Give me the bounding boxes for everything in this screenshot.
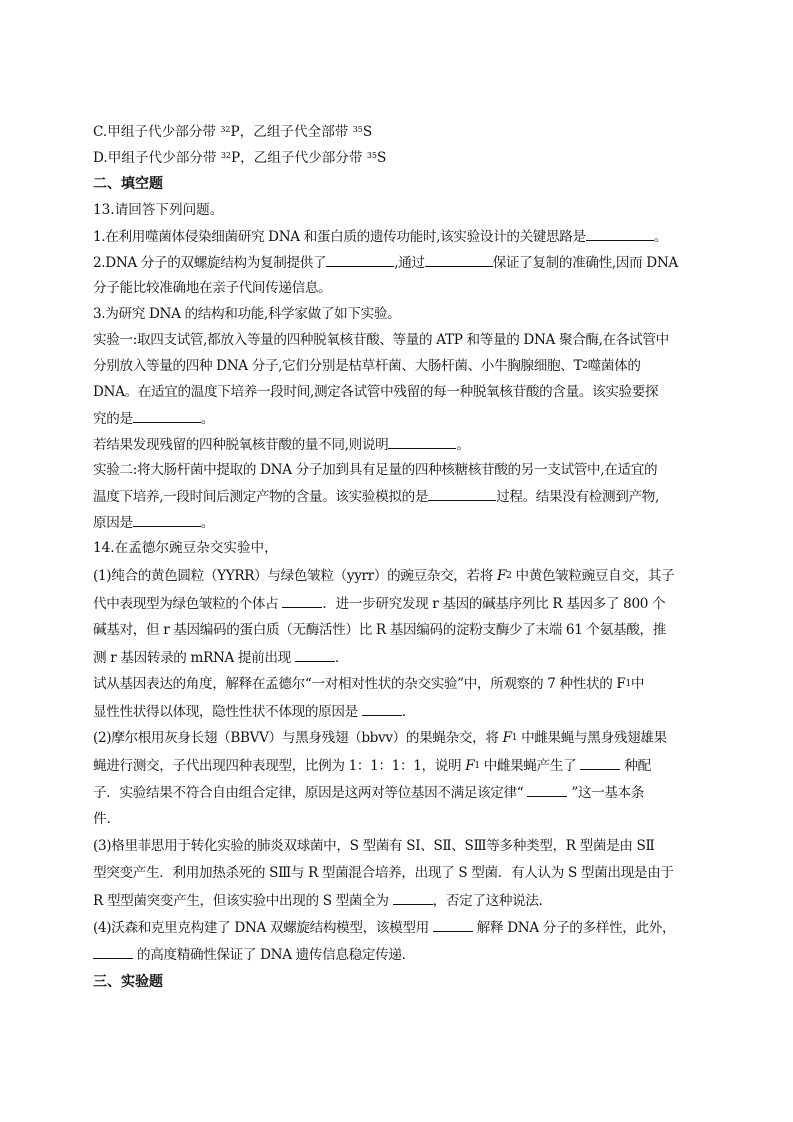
- answer-blank[interactable]: [326, 252, 394, 267]
- q14-part2-line3: [93, 782, 644, 803]
- q14-part4-line1: [93, 917, 675, 938]
- experiment-1-text: 噬菌体的: [587, 358, 641, 374]
- generation-symbol: F: [465, 758, 475, 774]
- subscript: 1: [511, 733, 518, 743]
- experiment-1-line4: [93, 408, 214, 429]
- generation-symbol: F: [497, 568, 507, 584]
- experiment-1-line1: 实验一:取四支试管,都放入等量的四种脱氧核苷酸、等量的 ATP 和等量的 DNA 聚合酶,在各试管中: [93, 332, 669, 348]
- q14-text: ．进一步研究发现 r 基因的碱基序列比 R 基因多了 800 个: [322, 596, 666, 612]
- q14-part1-line3: 碱基对，但 r 基因编码的蛋白质（无酶活性）比 R 基因编码的淀粉支酶少了末端 61 个氨基酸，推: [93, 622, 666, 638]
- question-13-title: 13.请回答下列问题。: [93, 202, 224, 218]
- question-14-title: 14.在孟德尔豌豆杂交实验中，: [93, 540, 278, 556]
- option-c-text: S: [362, 124, 373, 140]
- option-d: [93, 148, 386, 168]
- q13-part3: 3.为研究 DNA 的结构和功能,科学家做了如下实验。: [93, 306, 401, 322]
- answer-blank[interactable]: [133, 512, 201, 527]
- experiment-1-text: 究的是: [93, 411, 133, 427]
- superscript: 35: [366, 151, 377, 160]
- experiment-2-line3: [93, 512, 214, 533]
- q13-part2: [93, 252, 678, 273]
- q14-text: 种配: [620, 758, 651, 774]
- answer-blank[interactable]: [580, 755, 620, 770]
- q14-text: 的高度精确性保证了 DNA 遗传信息稳定传递．: [133, 947, 415, 963]
- answer-blank[interactable]: [362, 701, 402, 716]
- q14-text: (2)摩尔根用灰身长翅（BBVV）与黑身残翅（bbvv）的果蝇杂交，将: [93, 730, 503, 746]
- experiment-1-text: 分别放入等量的四种 DNA 分子,它们分别是枯草杆菌、大肠杆菌、小牛胸腺细胞、T: [93, 358, 583, 374]
- q13-part1: [93, 226, 667, 247]
- q14-text: 蝇进行测交，子代出现四种表现型，比例为 1：1：1：1，说明: [93, 758, 466, 774]
- q14-text: 代中表现型为绿色皱粒的个体占: [93, 596, 283, 612]
- q14-text: 试从基因表达的角度，解释在孟德尔“一对相对性状的杂交实验”中，所观察的 7 种性状的 F: [93, 676, 626, 692]
- subscript: 1: [474, 761, 480, 771]
- answer-blank[interactable]: [527, 782, 567, 797]
- q14-part1-line2: [93, 593, 665, 614]
- q14-text: 中: [630, 676, 645, 692]
- answer-blank[interactable]: [282, 593, 322, 608]
- q14-text: 子．实验结果不符合自由组合定律，原因是这两对等位基因不满足该定律“: [93, 785, 528, 801]
- q13-part2-text: ,通过: [394, 255, 425, 271]
- q14-text: ．: [401, 704, 416, 720]
- answer-blank[interactable]: [428, 486, 496, 501]
- experiment-1-text: 。: [456, 437, 470, 453]
- experiment-2-text: 温度下培养,一段时间后测定产物的含量。该实验模拟的是: [93, 489, 429, 505]
- q14-part1-line4: [93, 647, 348, 668]
- q14-part1-line5: [93, 674, 644, 694]
- q14-text: ”这一基本条: [567, 785, 645, 801]
- subscript: 2: [506, 571, 512, 581]
- q14-part2-line2: [93, 755, 651, 776]
- q14-text: 中雌果蝇与黑身残翅雄果: [517, 730, 667, 746]
- answer-blank[interactable]: [586, 226, 654, 241]
- q14-text: (1)纯合的黄色圆粒（YYRR）与绿色皱粒（yyrr）的豌豆杂交，若将: [93, 568, 497, 584]
- option-c-text: C.甲组子代少部分带: [93, 124, 221, 140]
- q14-part3-line2: 型突变产生．利用加热杀死的 SⅢ与 R 型菌混合培养，出现了 S 型菌．有人认为 S 型菌出现是由于: [93, 865, 674, 881]
- experiment-2-text: 过程。结果没有检测到产物,: [496, 489, 659, 505]
- option-c-text: P，乙组子代全部带: [230, 124, 353, 140]
- option-d-text: S: [377, 150, 387, 166]
- q13-part1-text: 1.在利用噬菌体侵染细菌研究 DNA 和蛋白质的遗传功能时,该实验设计的关键思路是: [93, 229, 586, 245]
- q13-part2-cont: 分子能比较准确地在亲子代间传递信息。: [93, 280, 332, 296]
- experiment-1-line5: [93, 434, 470, 455]
- answer-blank[interactable]: [295, 647, 335, 662]
- q14-text: ，否定了这种说法．: [432, 893, 552, 909]
- answer-blank[interactable]: [93, 944, 133, 959]
- q14-text: 解释 DNA 分子的多样性，此外，: [472, 920, 676, 936]
- option-d-text: D.甲组子代少部分带: [93, 150, 221, 166]
- q14-text: 中雌果蝇产生了: [479, 758, 581, 774]
- q14-text: 显性性状得以体现，隐性性状不体现的原因是: [93, 704, 362, 720]
- section-heading-experiment: 三、实验题: [93, 974, 163, 990]
- experiment-1-text: 若结果发现残留的四种脱氧核苷酸的量不同,则说明: [93, 437, 389, 453]
- q14-part1-line1: [93, 566, 674, 586]
- option-c: [93, 122, 372, 142]
- experiment-1-line3: DNA。在适宜的温度下培养一段时间,测定各试管中残留的每一种脱氧核苷酸的含量。该实验要探: [93, 384, 659, 400]
- q14-part4-line2: [93, 944, 415, 965]
- q14-part2-line1: [93, 728, 667, 748]
- superscript: 32: [220, 125, 231, 134]
- section-heading-fill-in: 二、填空题: [93, 176, 163, 192]
- q14-part1-line6: [93, 701, 415, 722]
- subscript: 1: [625, 679, 631, 689]
- experiment-1-line2: [93, 356, 641, 376]
- experiment-2-text: 原因是: [93, 515, 133, 531]
- q14-text: R 型型菌突变产生，但该实验中出现的 S 型菌全为: [93, 893, 393, 909]
- q14-part3-line3: [93, 890, 552, 911]
- q13-part2-text: 保证了复制的准确性,因而 DNA: [492, 255, 678, 271]
- q13-part2-text: 2.DNA 分子的双螺旋结构为复制提供了: [93, 255, 327, 271]
- experiment-2-line2: [93, 486, 659, 507]
- q14-text: 中黄色皱粒豌豆自交，其子: [511, 568, 675, 584]
- q14-text: ．: [334, 650, 349, 666]
- superscript: 35: [352, 125, 363, 134]
- experiment-1-text: 。: [200, 411, 214, 427]
- q13-part1-text: 。: [653, 229, 668, 245]
- q14-text: 测 r 基因转录的 mRNA 提前出现: [93, 650, 295, 666]
- q14-part3-line1: (3)格里菲思用于转化实验的肺炎双球菌中，S 型菌有 SⅠ、SⅡ、SⅢ等多种类型，R 型菌是由 SⅡ: [93, 838, 655, 854]
- answer-blank[interactable]: [133, 408, 201, 423]
- superscript: 32: [220, 151, 231, 160]
- experiment-2-line1: 实验二:将大肠杆菌中提取的 DNA 分子加到具有足量的四种核糖核苷酸的另一支试管中,在适宜的: [93, 462, 658, 478]
- option-d-text: P，乙组子代少部分带: [231, 150, 367, 166]
- experiment-2-text: 。: [200, 515, 214, 531]
- q14-part2-line4: 件．: [93, 811, 121, 827]
- answer-blank[interactable]: [425, 252, 493, 267]
- answer-blank[interactable]: [433, 917, 473, 932]
- q14-text: (4)沃森和克里克构建了 DNA 双螺旋结构模型，该模型用: [93, 920, 433, 936]
- subscript: 2: [582, 361, 588, 371]
- generation-symbol: F: [502, 730, 512, 746]
- answer-blank[interactable]: [393, 890, 433, 905]
- answer-blank[interactable]: [388, 434, 456, 449]
